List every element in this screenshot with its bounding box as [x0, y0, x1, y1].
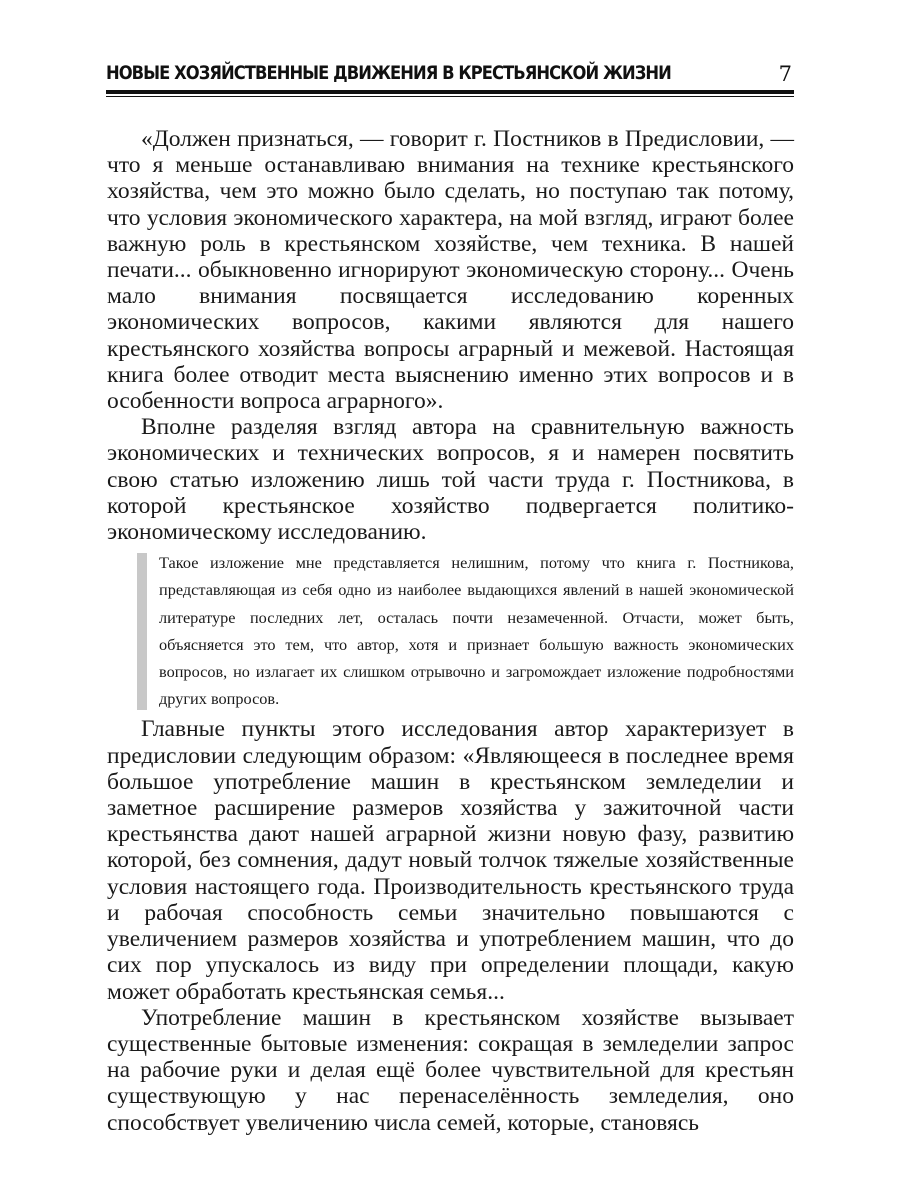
header-rule-thick [106, 90, 794, 94]
paragraph-quote-preface: «Должен признаться, — говорит г. Постников в Предисловии, — что я меньше останавливаю внимания на технике крестьянского хозяйства, чем это можно было сделать, но поступаю так потому, что условия экономического характера, на мой взгляд, играют более важную роль в крестьянском хозяйстве, чем техника. В нашей печати... обыкновенно игнорируют экономическую сторону... Очень мало внимания посвящается исследованию коренных экономических вопросов, какими являются для нашего крестьянского хозяйства вопросы аграрный и межевой. Настоящая книга более отводит места выяснению именно этих вопросов и в особенности вопроса аграрного». [107, 126, 794, 415]
side-note [137, 549, 794, 712]
note-marker-bar [137, 553, 147, 710]
page-number: 7 [778, 62, 792, 86]
paragraph-machines: Употребление машин в крестьянском хозяйстве вызывает существенные бытовые изменения: сокращая в земледелии запрос на рабочие руки и делая ещё более чувствительной для крестьян существующую у нас перенаселённость земледелия, оно способствует увеличению числа семей, которые, становясь [107, 1004, 794, 1136]
running-header [106, 62, 794, 88]
paragraph-main-points: Главные пункты этого исследования автор характеризует в предисловии следующим образом: «Являющееся в последнее время большое употребление машин в крестьянском земледелии и заметное расширение размеров хозяйства у зажиточной части крестьянства дают нашей аграрной жизни новую фазу, развитию которой, без сомнения, дадут новый толчок тяжелые хозяйственные условия настоящего года. Производительность крестьянского труда и рабочая способность семьи значительно повышаются с увеличением размеров хозяйства и употреблением машин, что до сих пор упускалось из виду при определении площади, какую может обработать крестьянская семья... [107, 716, 794, 1005]
main-text [107, 126, 794, 1136]
note-text: Такое изложение мне представляется нелишним, потому что книга г. Постникова, представляющая из себя одно из наиболее выдающихся явлений в нашей экономической литературе последних лет, осталась почти незамеченной. Отчасти, может быть, объясняется это тем, что автор, хотя и признает большую важность экономических вопросов, но излагает их слишком отрывочно и загромождает изложение подробностями других вопросов. [159, 553, 794, 709]
paragraph-author-view: Вполне разделяя взгляд автора на сравнительную важность экономических и технических вопросов, я и намерен посвятить свою статью изложению лишь той части труда г. Постникова, в которой крестьянское хозяйство подвергается политико-экономическому исследованию. [107, 414, 794, 546]
header-rule-thin [106, 96, 794, 97]
running-title: НОВЫЕ ХОЗЯЙСТВЕННЫЕ ДВИЖЕНИЯ В КРЕСТЬЯНСКОЙ ЖИЗНИ [106, 62, 671, 84]
